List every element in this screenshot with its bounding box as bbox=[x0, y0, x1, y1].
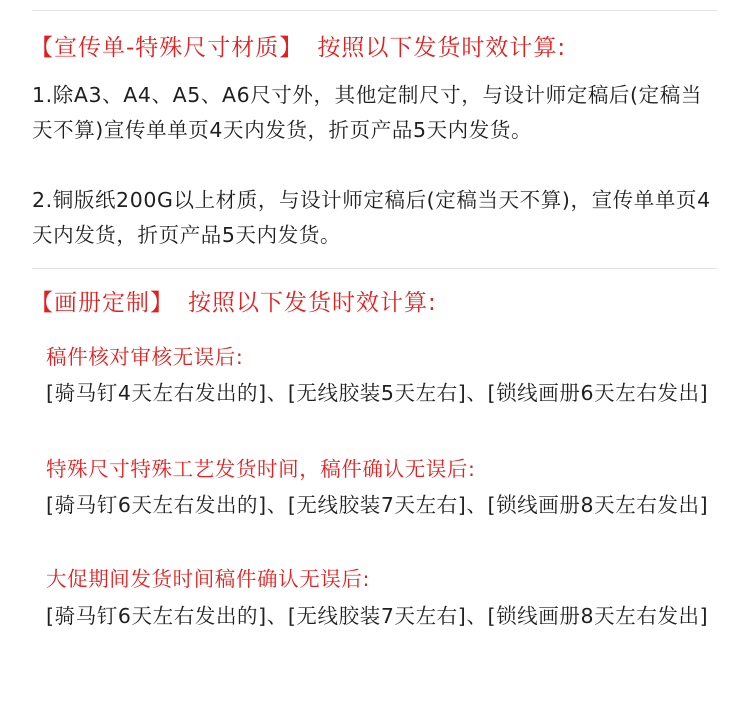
brochure-condition-standard: 稿件核对审核无误后: bbox=[46, 345, 244, 369]
brochure-detail-standard: [骑马钉4天左右发出的]、[无线胶装5天左右]、[锁线画册6天左右发出] bbox=[46, 381, 709, 405]
brochure-detail-special: [骑马钉6天左右发出的]、[无线胶装7天左右]、[锁线画册8天左右发出] bbox=[46, 493, 709, 517]
brochure-section-heading bbox=[30, 288, 437, 318]
flyer-heading-text: 按照以下发货时效计算: bbox=[317, 35, 567, 61]
brochure-detail-promotion: [骑马钉6天左右发出的]、[无线胶装7天左右]、[锁线画册8天左右发出] bbox=[46, 604, 709, 628]
flyer-section-heading bbox=[30, 33, 566, 63]
top-divider bbox=[32, 10, 717, 11]
brochure-condition-special: 特殊尺寸特殊工艺发货时间，稿件确认无误后: bbox=[46, 457, 476, 481]
flyer-rule-2: 2.铜版纸200G以上材质，与设计师定稿后(定稿当天不算)，宣传单单页4天内发货，折页产品5天内发货。 bbox=[32, 188, 711, 247]
brochure-heading-label: 【画册定制】 bbox=[30, 290, 174, 316]
brochure-heading-text: 按照以下发货时效计算: bbox=[188, 290, 437, 316]
flyer-heading-label: 【宣传单-特殊尺寸材质】 bbox=[30, 35, 304, 61]
section-divider bbox=[32, 268, 717, 269]
brochure-condition-promotion: 大促期间发货时间稿件确认无误后: bbox=[46, 567, 371, 591]
flyer-rule-1: 1.除A3、A4、A5、A6尺寸外，其他定制尺寸，与设计师定稿后(定稿当天不算)宣传单单页4天内发货，折页产品5天内发货。 bbox=[32, 83, 702, 142]
